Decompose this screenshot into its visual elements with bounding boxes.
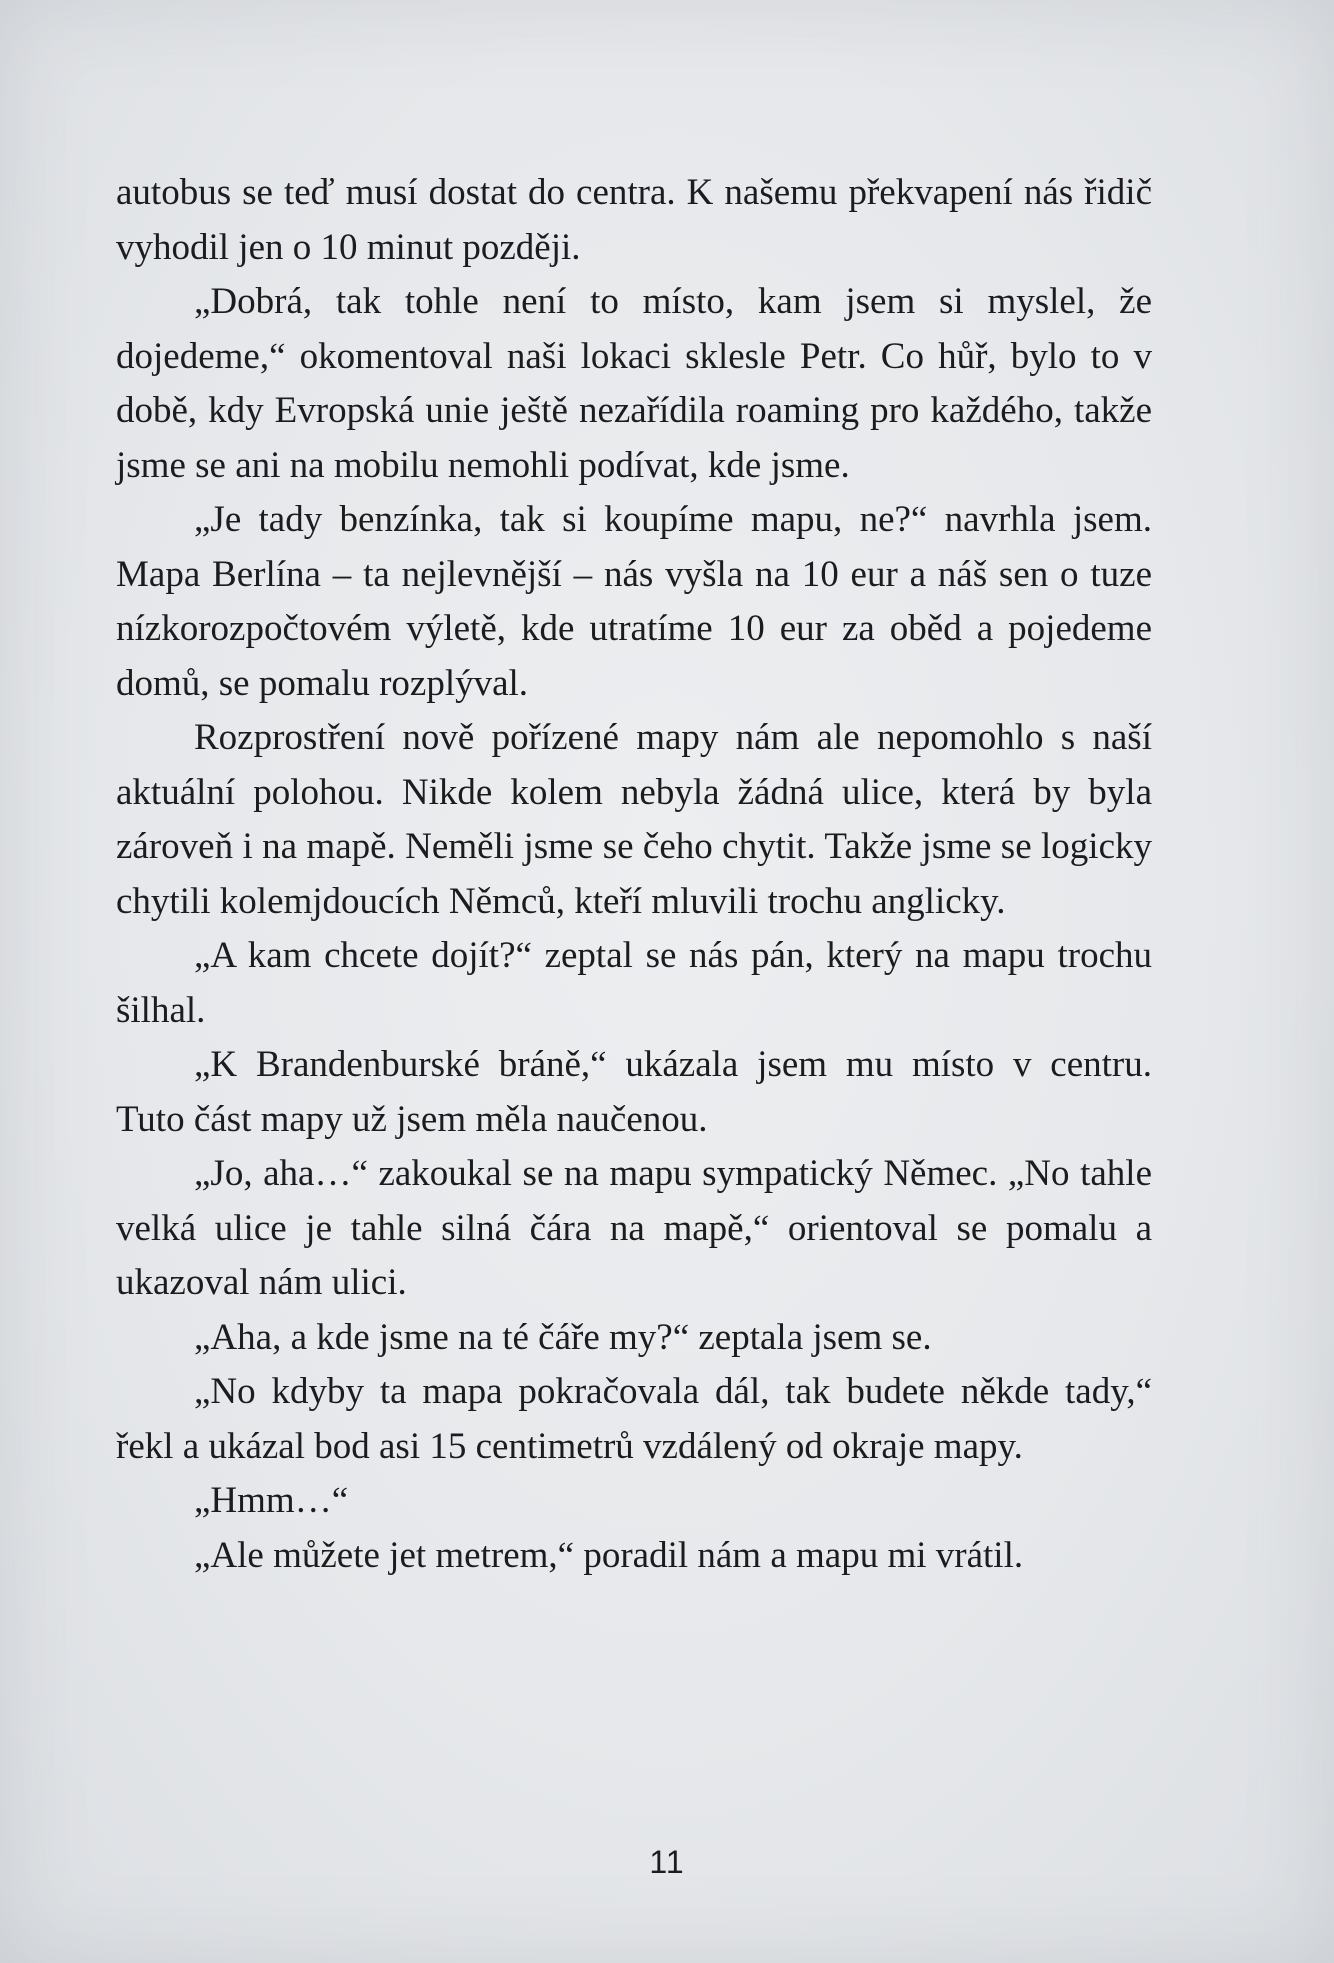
paragraph: „Dobrá, tak tohle není to místo, kam jsem si myslel, že dojedeme,“ okomentoval naši lokaci sklesle Petr. Co hůř, bylo to v době, kdy Evropská unie ještě nezařídila roaming pro každého, takže jsme se ani na mobilu nemohli podívat, kde jsme. bbox=[116, 281, 1152, 486]
paragraph: autobus se teď musí dostat do centra. K našemu překvapení nás řidič vyhodil jen o 10 minut později. bbox=[116, 172, 1152, 268]
paragraph: „Hmm…“ bbox=[194, 1480, 349, 1521]
paragraph: Rozprostření nově pořízené mapy nám ale nepomohlo s naší aktuální polohou. Nikde kolem nebyla žádná ulice, která by byla zároveň i na mapě. Neměli jsme se čeho chytit. Takže jsme se logicky chytili kolemjdoucích Němců, kteří mluvili trochu anglicky. bbox=[116, 717, 1152, 922]
paragraph: „Aha, a kde jsme na té čáře my?“ zeptala jsem se. bbox=[194, 1316, 932, 1358]
paragraph: „A kam chcete dojít?“ zeptal se nás pán, který na mapu trochu šilhal. bbox=[116, 935, 1152, 1031]
paragraph: „K Brandenburské bráně,“ ukázala jsem mu místo v centru. Tuto část mapy už jsem měla naučenou. bbox=[116, 1044, 1152, 1140]
paragraph: „Ale můžete jet metrem,“ poradil nám a mapu mi vrátil. bbox=[194, 1534, 1024, 1576]
body-text bbox=[116, 166, 1152, 1583]
paragraph: „Je tady benzínka, tak si koupíme mapu, ne?“ navrhla jsem. Mapa Berlína – ta nejlevnější – nás vyšla na 10 eur a náš sen o tuze nízkorozpočtovém výletě, kde utratíme 10 eur za oběd a pojedeme domů, se pomalu rozplýval. bbox=[116, 499, 1152, 704]
page-number: 11 bbox=[649, 1844, 685, 1880]
paragraph: „Jo, aha…“ zakoukal se na mapu sympatický Němec. „No tahle velká ulice je tahle silná čára na mapě,“ orientoval se pomalu a ukazoval nám ulici. bbox=[116, 1153, 1152, 1303]
paragraph: „No kdyby ta mapa pokračovala dál, tak budete někde tady,“ řekl a ukázal bod asi 15 centimetrů vzdálený od okraje mapy. bbox=[116, 1371, 1152, 1467]
